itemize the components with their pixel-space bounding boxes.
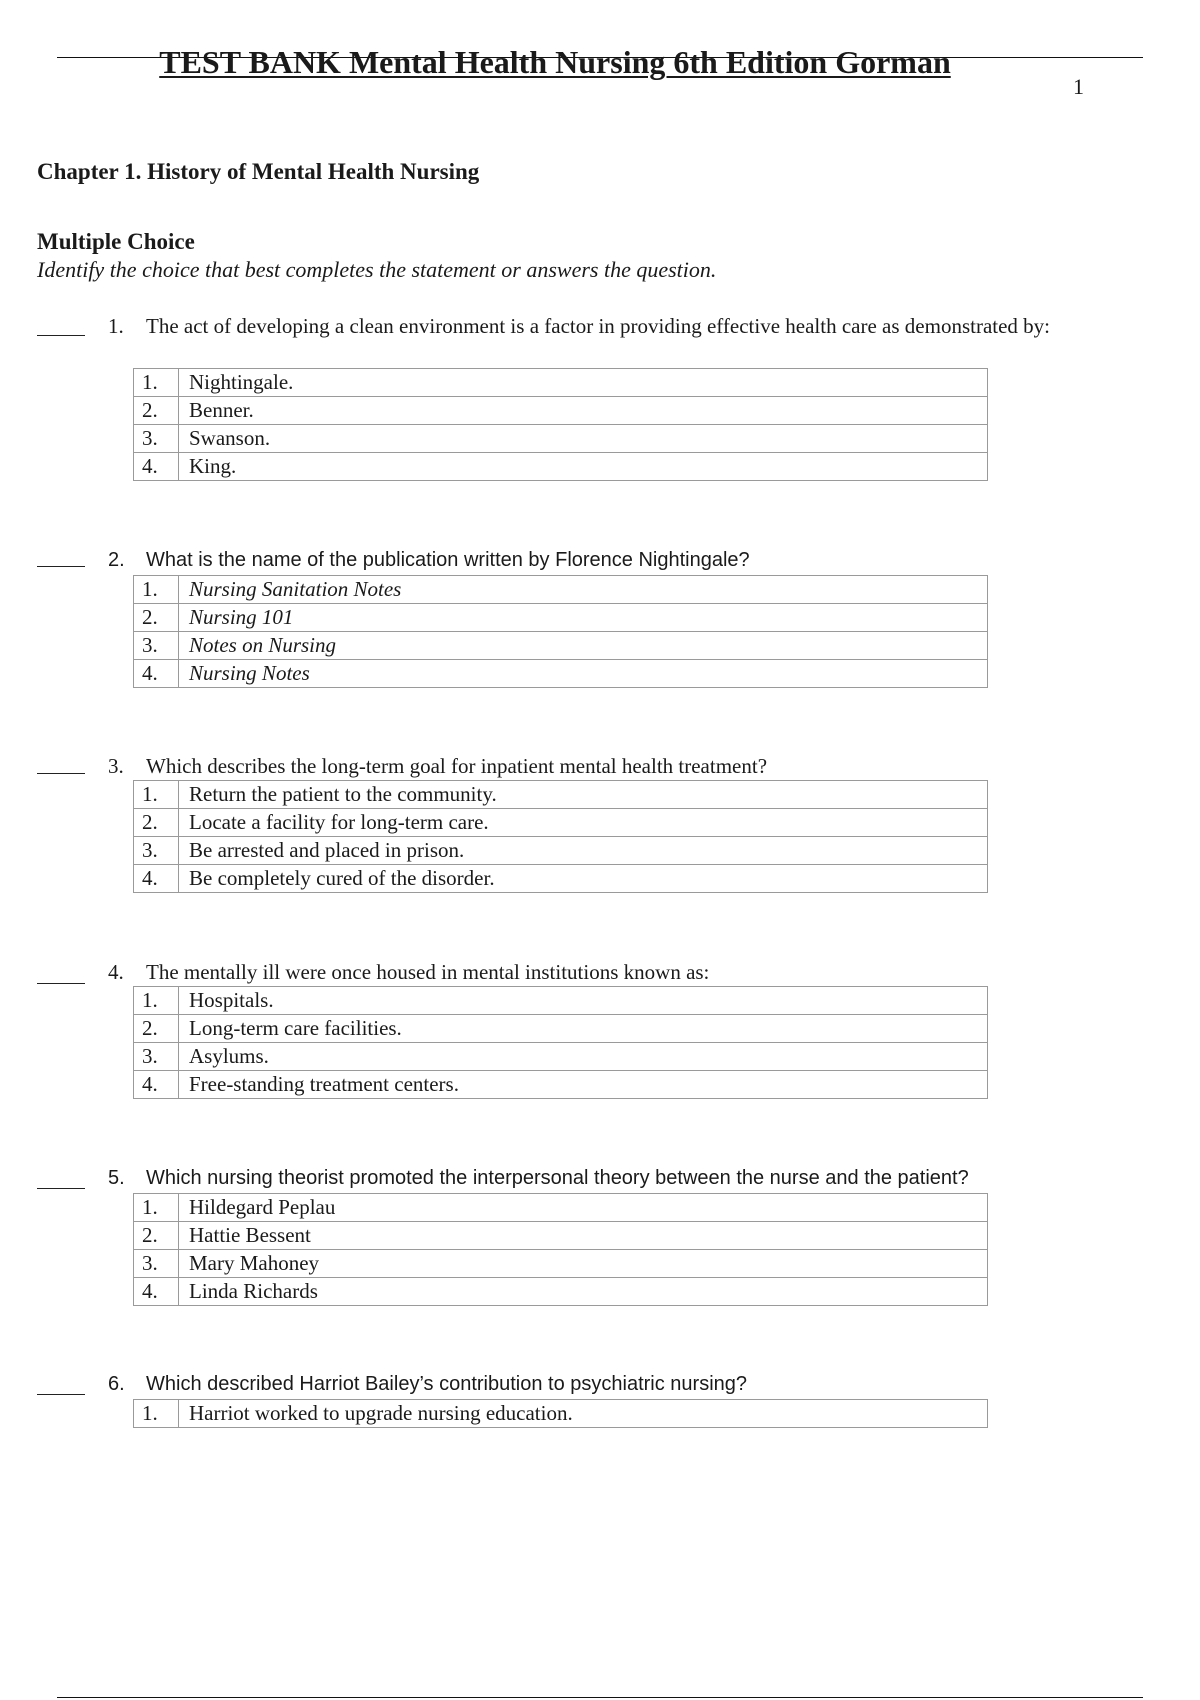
question-number: 5.: [108, 1167, 125, 1189]
answer-blank[interactable]: [37, 1188, 85, 1189]
option-number: 4.: [134, 660, 179, 688]
question-text: The act of developing a clean environment is a factor in providing effective health care as demonstrated by:: [146, 314, 1051, 338]
question-number: 3.: [108, 754, 124, 778]
options-table: [133, 575, 988, 688]
option-text: Benner.: [179, 397, 988, 425]
option-row[interactable]: [134, 1071, 988, 1099]
options-table: [133, 1193, 988, 1306]
option-row[interactable]: [134, 604, 988, 632]
option-text: Harriot worked to upgrade nursing education.: [179, 1400, 988, 1428]
option-text: Hospitals.: [179, 987, 988, 1015]
option-number: 1.: [134, 369, 179, 397]
option-text: Locate a facility for long-term care.: [179, 809, 988, 837]
option-row[interactable]: [134, 865, 988, 893]
option-number: 2.: [134, 1222, 179, 1250]
option-row[interactable]: [134, 1015, 988, 1043]
document-title: TEST BANK Mental Health Nursing 6th Edition Gorman: [159, 44, 951, 80]
question-text: What is the name of the publication written by Florence Nightingale?: [146, 549, 750, 571]
option-text: Nursing Notes: [179, 660, 988, 688]
option-text: Nightingale.: [179, 369, 988, 397]
option-number: 3.: [134, 837, 179, 865]
option-number: 2.: [134, 809, 179, 837]
option-number: 3.: [134, 632, 179, 660]
options-table: [133, 368, 988, 481]
option-text: Nursing 101: [179, 604, 988, 632]
option-row[interactable]: [134, 576, 988, 604]
option-number: 3.: [134, 1250, 179, 1278]
option-text: Swanson.: [179, 425, 988, 453]
option-text: Be arrested and placed in prison.: [179, 837, 988, 865]
section-title: Multiple Choice: [37, 229, 195, 254]
option-row[interactable]: [134, 781, 988, 809]
option-number: 2.: [134, 1015, 179, 1043]
option-row[interactable]: [134, 632, 988, 660]
question-number: 1.: [108, 314, 124, 338]
option-row[interactable]: [134, 1278, 988, 1306]
option-number: 1.: [134, 781, 179, 809]
bottom-rule: [57, 1697, 1143, 1698]
options-table: [133, 1399, 988, 1428]
answer-blank[interactable]: [37, 773, 85, 774]
option-row[interactable]: [134, 1222, 988, 1250]
option-number: 3.: [134, 1043, 179, 1071]
option-number: 1.: [134, 1194, 179, 1222]
option-number: 4.: [134, 1071, 179, 1099]
answer-blank[interactable]: [37, 983, 85, 984]
answer-blank[interactable]: [37, 335, 85, 336]
option-text: Hildegard Peplau: [179, 1194, 988, 1222]
option-number: 4.: [134, 453, 179, 481]
option-row[interactable]: [134, 369, 988, 397]
option-number: 4.: [134, 1278, 179, 1306]
option-text: Linda Richards: [179, 1278, 988, 1306]
option-row[interactable]: [134, 1194, 988, 1222]
option-text: Mary Mahoney: [179, 1250, 988, 1278]
option-text: Hattie Bessent: [179, 1222, 988, 1250]
answer-blank[interactable]: [37, 1394, 85, 1395]
option-number: 1.: [134, 987, 179, 1015]
option-number: 1.: [134, 1400, 179, 1428]
option-row[interactable]: [134, 987, 988, 1015]
option-number: 1.: [134, 576, 179, 604]
option-row[interactable]: [134, 1400, 988, 1428]
option-number: 4.: [134, 865, 179, 893]
question-number: 4.: [108, 960, 124, 984]
option-text: King.: [179, 453, 988, 481]
question-number: 6.: [108, 1373, 125, 1395]
option-number: 3.: [134, 425, 179, 453]
chapter-title: Chapter 1. History of Mental Health Nursing: [37, 159, 480, 184]
option-row[interactable]: [134, 1250, 988, 1278]
option-row[interactable]: [134, 660, 988, 688]
question-text: Which describes the long-term goal for inpatient mental health treatment?: [146, 754, 768, 778]
option-number: 2.: [134, 604, 179, 632]
option-text: Return the patient to the community.: [179, 781, 988, 809]
page-number: 1: [1073, 74, 1084, 99]
option-text: Notes on Nursing: [179, 632, 988, 660]
option-row[interactable]: [134, 809, 988, 837]
question-text: Which nursing theorist promoted the interpersonal theory between the nurse and the patient?: [146, 1167, 969, 1189]
options-table: [133, 986, 988, 1099]
option-text: Be completely cured of the disorder.: [179, 865, 988, 893]
option-text: Free-standing treatment centers.: [179, 1071, 988, 1099]
option-row[interactable]: [134, 1043, 988, 1071]
question-text: Which described Harriot Bailey’s contribution to psychiatric nursing?: [146, 1373, 748, 1395]
option-number: 2.: [134, 397, 179, 425]
options-table: [133, 780, 988, 893]
section-instructions: Identify the choice that best completes the statement or answers the question.: [37, 257, 717, 282]
option-row[interactable]: [134, 837, 988, 865]
option-text: Asylums.: [179, 1043, 988, 1071]
option-row[interactable]: [134, 397, 988, 425]
option-row[interactable]: [134, 425, 988, 453]
question-number: 2.: [108, 549, 125, 571]
option-text: Nursing Sanitation Notes: [179, 576, 988, 604]
option-row[interactable]: [134, 453, 988, 481]
question-text: The mentally ill were once housed in mental institutions known as:: [146, 960, 710, 984]
answer-blank[interactable]: [37, 566, 85, 567]
option-text: Long-term care facilities.: [179, 1015, 988, 1043]
